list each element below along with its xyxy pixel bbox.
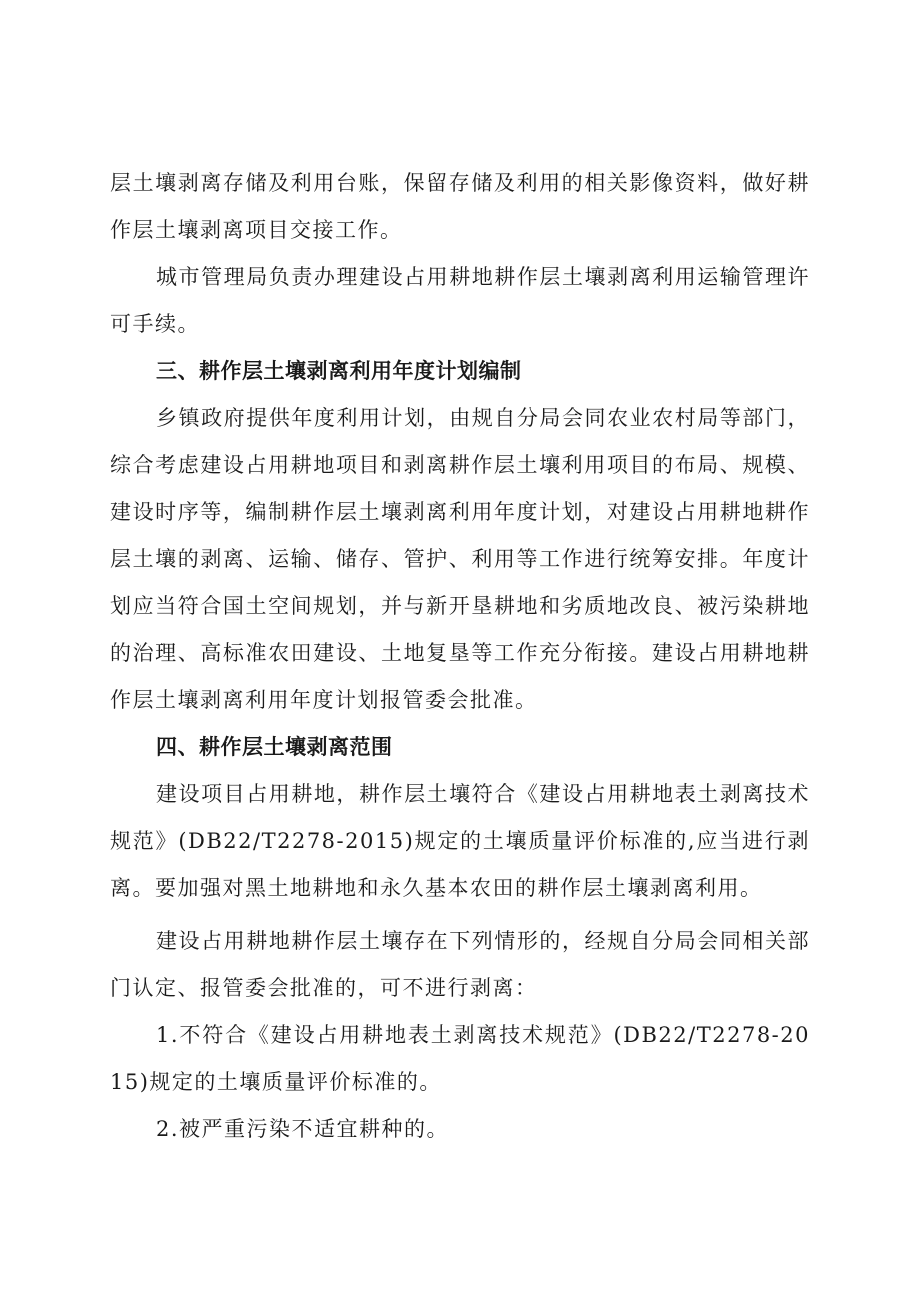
paragraph-exemptions: 建设占用耕地耕作层土壤存在下列情形的，经规自分局会同相关部门认定、报管委会批准的，可不进行剥离：	[110, 929, 810, 1000]
paragraph-stripping-scope: 建设项目占用耕地，耕作层土壤符合《建设占用耕地表土剥离技术规范》(DB22/T2278-2015)规定的土壤质量评价标准的,应当进行剥离。要加强对黑土地耕地和永久基本农田的耕作层土壤剥离利用。	[110, 782, 810, 900]
paragraph-urban-management: 城市管理局负责办理建设占用耕地耕作层土壤剥离利用运输管理许可手续。	[110, 265, 810, 336]
paragraph-annual-plan: 乡镇政府提供年度利用计划，由规自分局会同农业农村局等部门，综合考虑建设占用耕地项目和剥离耕作层土壤利用项目的布局、规模、建设时序等，编制耕作层土壤剥离利用年度计划，对建设占用耕地耕作层土壤的剥离、运输、储存、管护、利用等工作进行统筹安排。年度计划应当符合国土空间规划，并与新开垦耕地和劣质地改良、被污染耕地的治理、高标准农田建设、土地复垦等工作充分衔接。建设占用耕地耕作层土壤剥离利用年度计划报管委会批准。	[110, 406, 810, 712]
section-heading-stripping-scope: 四、耕作层土壤剥离范围	[156, 735, 393, 759]
list-item-exemption-1: 1.不符合《建设占用耕地表土剥离技术规范》(DB22/T2278-2015)规定的土壤质量评价标准的。	[110, 1023, 810, 1094]
list-item-exemption-2: 2.被严重污染不适宜耕种的。	[156, 1117, 450, 1141]
section-heading-annual-plan: 三、耕作层土壤剥离利用年度计划编制	[156, 359, 522, 383]
paragraph-ledger: 层土壤剥离存储及利用台账，保留存储及利用的相关影像资料，做好耕作层土壤剥离项目交接工作。	[110, 171, 810, 242]
document-page	[110, 160, 810, 1153]
